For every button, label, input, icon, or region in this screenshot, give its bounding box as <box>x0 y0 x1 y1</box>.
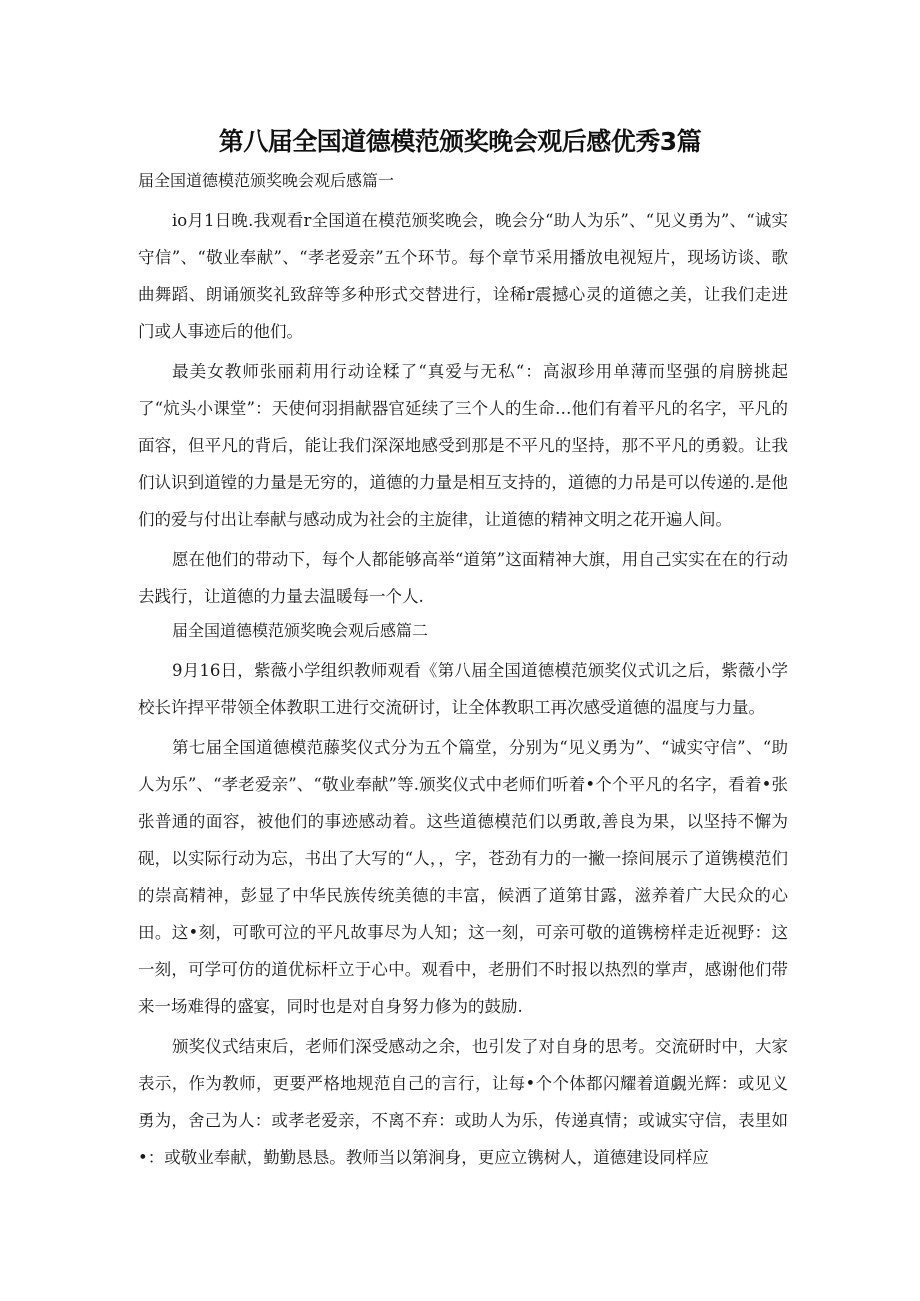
document-body <box>138 168 788 1179</box>
paragraph: 9月16日，紫薇小学组织教师观看《第八届全国道德模范颁奖仪式讥之后，紫薇小学校长许捍平带领全体教职工进行交流研讨，让全体教职工再次感受道德的温度与力量。 <box>138 661 788 717</box>
section-heading-2: 届全国道德模范颁奖晚会观后感篇二 <box>172 621 429 640</box>
paragraph: 愿在他们的带动下，每个人都能够高举“道第”这面精神大旗，用自己实实在在的行动去践行，让道德的力量去温暖每一个人. <box>138 550 788 606</box>
paragraph: io月1日晚.我观看r全国道在模范颁奖晚会，晚会分“助人为乐”、“见义勇为”、“诚实守信”、“敬业奉献”、“孝老爱亲”五个环节。每个章节采用播放电视短片，现场访谈、歌曲舞蹈、朗诵颁奖礼致辞等多种形式交替进行，诠稀r震撼心灵的道德之美，让我们走进门或人事迹后的他们。 <box>138 211 788 341</box>
paragraph: 颁奖仪式结束后，老师们深受感动之余，也引发了对自身的思考。交流研时中，大家表示，作为教师，更要严格地规范自己的言行，让每•个个体都闪耀着道覷光辉：或见义勇为，舍己为人：或孝老爱亲，不离不弃：或助人为乐，传递真情；或诚实守信，表里如•：或敬业奉献，勤勤恳恳。教师当以第涧身，更应立镌树人，道德建设同样应 <box>138 1037 788 1167</box>
section-heading-1: 届全国道德模范颁奖晚会观后感篇一 <box>138 171 395 190</box>
paragraph: 最美女教师张丽莉用行动诠糅了“真爱与无私“：高淑珍用单薄而坚强的肩膀挑起了“炕头小课堂”：天使何羽捐献器官延续了三个人的生命…他们有着平凡的名字，平凡的面容，但平凡的背后，能让我们深深地感受到那是不平凡的坚持，那不平凡的勇毅。让我们认识到道镗的力量是无穷的，道德的力量是相互支持的，道德的力吊是可以传递的.是他们的爱与付出让奉献与感动成为社会的主旋律，让道德的精神文明之花开遍人间。 <box>138 362 788 529</box>
paragraph: 第七届全国道德模范藤奖仪式分为五个篇堂，分别为“见义勇为”、“诚实守信”、“助人为乐”、“孝老爱亲”、“敬业奉献”等.颁奖仪式中老师们听着•个个平凡的名字，看着•张张普通的面容，被他们的事迹感动着。这些道德模范们以勇敢,善良为果，以坚持不懈为砚，以实际行动为忘，书出了大写的“人，，字，苍劲有力的一撇一捺间展示了道镌模范们的崇高精神，彭显了中华民族传统美德的丰富，候洒了道第甘露，滋养着广大民众的心田。这•刻，可歌可泣的平凡故事尽为人知；这一刻，可亲可敬的道镌榜样走近视野：这一刻，可学可仿的道优标杆立于心中。观看中，老册们不时报以热烈的掌声，感谢他们带来一场难得的盛宴，同时也是对自身努力修为的鼓励. <box>138 738 788 1016</box>
page-title: 第八届全国道德模范颁奖晚会观后感优秀3篇 <box>218 127 702 156</box>
